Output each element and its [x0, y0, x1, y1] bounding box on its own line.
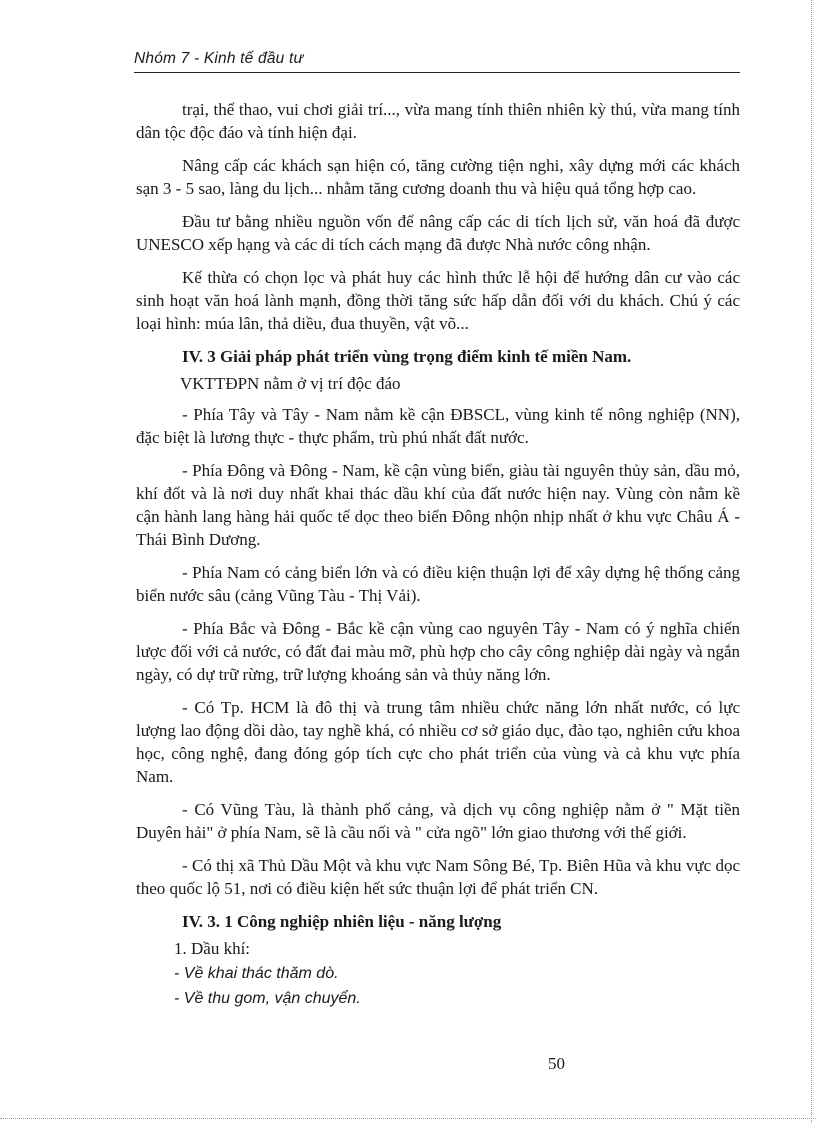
point-paragraph: - Có thị xã Thủ Dầu Một và khu vực Nam Sông Bé, Tp. Biên Hũa và khu vực dọc theo quốc lộ 51, nơi có điều kiện hết sức thuận lợi để phát triển CN. — [136, 856, 740, 898]
paragraph: Nâng cấp các khách sạn hiện có, tăng cường tiện nghi, xây dựng mới các khách sạn 3 - 5 sao, làng du lịch... nhằm tăng cương doanh thu và hiệu quả tổng hợp cao. — [136, 156, 740, 198]
subsection-heading: IV. 3. 1 Công nghiệp nhiên liệu - năng lượng — [182, 912, 502, 931]
page-edge-right — [811, 0, 812, 1123]
intro-line: VKTTĐPN nằm ở vị trí độc đáo — [180, 374, 401, 393]
page-content — [136, 98, 740, 1012]
section-heading: IV. 3 Giải pháp phát triển vùng trọng điểm kinh tế miền Nam. — [182, 347, 632, 366]
point-paragraph: - Có Tp. HCM là đô thị và trung tâm nhiều chức năng lớn nhất nước, có lực lượng lao động dồi dào, tay nghề khá, có nhiều cơ sở giáo dục, đào tạo, nghiên cứu khoa học, công nghệ, đang đóng góp tích cực cho phát triển của vùng và cả khu vực phía Nam. — [136, 698, 740, 786]
point-paragraph: - Phía Tây và Tây - Nam nằm kề cận ĐBSCL, vùng kinh tế nông nghiệp (NN), đặc biệt là lương thực - thực phẩm, trù phú nhất đất nước. — [136, 405, 740, 447]
header-title: Nhóm 7 - Kinh tế đầu tư — [134, 50, 304, 67]
point-paragraph: - Phía Đông và Đông - Nam, kề cận vùng biển, giàu tài nguyên thủy sản, dầu mỏ, khí đốt và là nơi duy nhất khai thác dầu khí của đất nước hiện nay. Vùng còn nằm kề cận hành lang hàng hải quốc tế dọc theo biển Đông nhộn nhịp nhất ở khu vực Châu Á - Thái Bình Dương. — [136, 461, 740, 549]
point-paragraph: - Phía Nam có cảng biển lớn và có điều kiện thuận lợi để xây dựng hệ thống cảng biển nước sâu (cảng Vũng Tàu - Thị Vải). — [136, 563, 740, 605]
paragraph: trại, thể thao, vui chơi giải trí..., vừa mang tính thiên nhiên kỳ thú, vừa mang tính dân tộc độc đáo và tính hiện đại. — [136, 100, 740, 142]
point-paragraph: - Phía Bắc và Đông - Bắc kề cận vùng cao nguyên Tây - Nam có ý nghĩa chiến lược đối với cả nước, có đất đai màu mỡ, phù hợp cho cây công nghiệp dài ngày và ngắn ngày, có dự trữ rừng, trữ lượng khoáng sản và thủy năng lớn. — [136, 619, 740, 684]
item-title: 1. Dầu khí: — [174, 939, 251, 958]
paragraph: Kế thừa có chọn lọc và phát huy các hình thức lễ hội để hướng dân cư vào các sinh hoạt văn hoá lành mạnh, đồng thời tăng sức hấp dẫn đối với du khách. Chú ý các loại hình: múa lân, thả diều, đua thuyền, vật võ... — [136, 268, 740, 333]
italic-item: - Về khai thác thăm dò. — [174, 965, 339, 982]
page-header — [134, 50, 740, 73]
point-paragraph: - Có Vũng Tàu, là thành phố cảng, và dịch vụ công nghiệp nằm ở " Mặt tiền Duyên hải" ở phía Nam, sẽ là cầu nối và " cửa ngõ" lớn giao thương với thế giới. — [136, 800, 740, 842]
page-edge-bottom — [0, 1118, 816, 1119]
italic-item: - Về thu gom, vận chuyển. — [174, 990, 361, 1007]
page-number: 50 — [548, 1054, 565, 1073]
paragraph: Đầu tư bằng nhiều nguồn vốn để nâng cấp các di tích lịch sử, văn hoá đã được UNESCO xếp hạng và các di tích cách mạng đã được Nhà nước công nhận. — [136, 212, 740, 254]
